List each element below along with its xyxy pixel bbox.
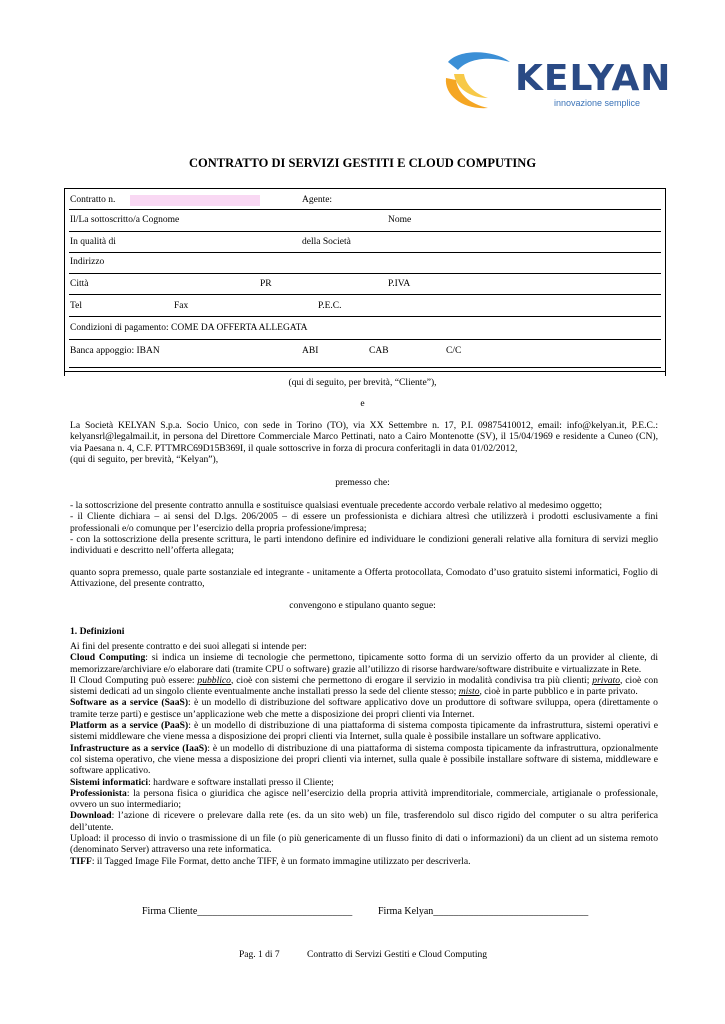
cc-label: C/C: [446, 346, 462, 356]
form-divider: [69, 273, 661, 274]
role-label: In qualità di: [70, 237, 116, 247]
definition-sistemi: Sistemi informatici: hardware e software installati presso il Cliente;: [70, 776, 334, 788]
client-signature-line[interactable]: Firma Cliente_______________________________: [142, 906, 353, 917]
iban-label: Banca appoggio: IBAN: [70, 346, 160, 356]
definition-iaas: Infrastructure as a service (IaaS): è un modello di distribuzione di una piattaforma di sistema composta tipicamente da infrastruttura, opzionalmente col sistema operativo, che viene messa a disposizione dei propri clienti via internet, sulla quale è possibile installare software di sistema, middleware e software applicativo.: [70, 742, 658, 777]
abi-label: ABI: [302, 346, 319, 356]
definitions-block: [70, 641, 658, 867]
form-divider: [69, 339, 661, 340]
definition-cloud: Cloud Computing: si indica un insieme di tecnologie che permettono, tipicamente sotto forma di un servizio offerto da un provider al cliente, di memorizzare/archiviare e/o elaborare dati (tramite CPU o software) grazie all’utilizzo di risorse hardware/software distribuite e virtualizzate in Rete.: [70, 652, 658, 675]
city-label: Città: [70, 279, 89, 289]
form-divider: [69, 367, 661, 368]
conjunction-e: e: [360, 398, 365, 409]
document-title: CONTRATTO DI SERVIZI GESTITI E CLOUD COMPUTING: [188, 156, 537, 170]
definitions-intro: Ai fini del presente contratto e dei suoi allegati si intende per:: [70, 641, 307, 652]
definition-upload: Upload: il processo di invio o trasmissione di un file (o più genericamente di un flusso finito di dati o informazioni) da un client ad un sistema remoto (denominato Server) attraverso una rete informatica.: [70, 833, 658, 856]
pec-label: P.E.C.: [318, 301, 342, 311]
client-note: (qui di seguito, per brevità, “Cliente”),: [288, 377, 437, 388]
fax-label: Fax: [174, 301, 189, 311]
quanto-paragraph: quanto sopra premesso, quale parte sostanziale ed integrante - unitamente a Offerta protocollata, Comodato d’uso gratuito sistemi informatici, Foglio di Attivazione, del presente contratto,: [70, 567, 658, 590]
logo-tagline: innovazione semplice: [554, 98, 641, 108]
premise-item: - la sottoscrizione del presente contratto annulla e sostituisce qualsiasi eventuale precedente accordo verbale relativo al medesimo oggetto;: [70, 500, 602, 511]
form-divider: [69, 252, 661, 253]
surname-label: Il/La sottoscritto/a Cognome: [70, 215, 180, 225]
definition-tiff: TIFF: il Tagged Image File Format, detto anche TIFF, è un formato immagine utilizzato per descriverla.: [70, 855, 471, 867]
form-divider: [69, 209, 661, 210]
page-number: Pag. 1 di 7: [239, 950, 280, 960]
company-label: della Società: [302, 237, 351, 247]
name-label: Nome: [388, 215, 412, 225]
definition-paas: Platform as a service (PaaS): è un modello di distribuzione di una piattaforma di sistema composta tipicamente da infrastruttura, sistemi operativi e sistemi middleware che viene messa a disposizione dei propri clienti via Internet, sulla quale è possibile installare un software applicativo.: [70, 720, 658, 743]
logo-wordmark: KELYAN: [515, 58, 672, 99]
premises-list: [70, 500, 658, 556]
definition-professionista: Professionista: la persona fisica o giuridica che agisce nell’esercizio della propria attività imprenditoriale, commerciale, artigianale o professionale, ovvero un suo intermediario;: [70, 787, 658, 811]
tel-label: Tel: [70, 301, 82, 311]
form-divider: [69, 294, 661, 295]
premise-item: - con la sottoscrizione della presente scrittura, le parti intendono definire ed individuare le condizioni generali relative alla fornitura di servizi meglio individuati e descritto nell’offerta allegata;: [70, 533, 658, 557]
form-divider: [69, 316, 661, 317]
definition-cloud-types: Il Cloud Computing può essere: pubblico, cioè con sistemi che permettono di erogare il servizio in modalità condivisa tra più clienti; privato, cioè con sistemi dedicati ad un singolo cliente eventualmente anche installati presso la sede del cliente stesso; misto, cioè in parte pubblico e in parte privato.: [70, 674, 658, 698]
payment-terms-label: Condizioni di pagamento: COME DA OFFERTA ALLEGATA: [70, 323, 308, 333]
kelyan-note: (qui di seguito, per brevità, “Kelyan”),: [70, 453, 219, 465]
form-divider: [69, 231, 661, 232]
vat-label: P.IVA: [388, 279, 411, 289]
cab-label: CAB: [369, 346, 389, 356]
contract-number-field[interactable]: [130, 195, 260, 206]
province-label: PR: [260, 279, 272, 289]
client-form: [64, 188, 666, 376]
form-bottom-border: [65, 371, 665, 372]
section-title: 1. Definizioni: [70, 626, 125, 637]
agent-label: Agente:: [302, 195, 333, 205]
footer-title: Contratto di Servizi Gestiti e Cloud Computing: [307, 950, 487, 960]
kelyan-signature-line[interactable]: Firma Kelyan_______________________________: [378, 906, 589, 917]
convengono-heading: convengono e stipulano quanto segue:: [289, 600, 436, 611]
contract-number-label: Contratto n.: [70, 195, 116, 205]
definition-download: Download: l’azione di ricevere o prelevare dalla rete (es. da un sito web) un file, trasferendolo sul disco rigido del computer o su altra periferica dell’utente.: [70, 810, 658, 833]
address-label: Indirizzo: [70, 257, 105, 267]
kelyan-paragraph: [70, 420, 658, 465]
premise-item: - il Cliente dichiara – ai sensi del D.lgs. 206/2005 – di essere un professionista e dichiara altresì che utilizzerà i prodotti esclusivamente a fini professionali e/o comunque per l’esercizio della propria professione/impresa;: [70, 511, 658, 534]
definition-saas: Software as a service (SaaS): è un modello di distribuzione del software applicativo dove un produttore di software sviluppa, opera (direttamente o tramite terze parti) e gestisce un’applicazione web che mette a disposizione dei propri clienti via Internet.: [70, 697, 658, 720]
premesso-heading: premesso che:: [335, 477, 390, 488]
kelyan-details: La Società KELYAN S.p.a. Socio Unico, con sede in Torino (TO), via XX Settembre n. 17, P.I. 09875410012, email: info@kelyan.it, P.E.C.: kelyansrl@legalmail.it, in persona del Direttore Commerciale Marco Pettinati, nato a Cairo Montenotte (SV), il 15/04/1969 e residente a Cuneo (CN), via Paesana n. 4, C.F. PTTMRC69D15B369I, il quale sottoscrive in forza di procura conferitagli in data 01/02/2012,: [70, 420, 658, 454]
